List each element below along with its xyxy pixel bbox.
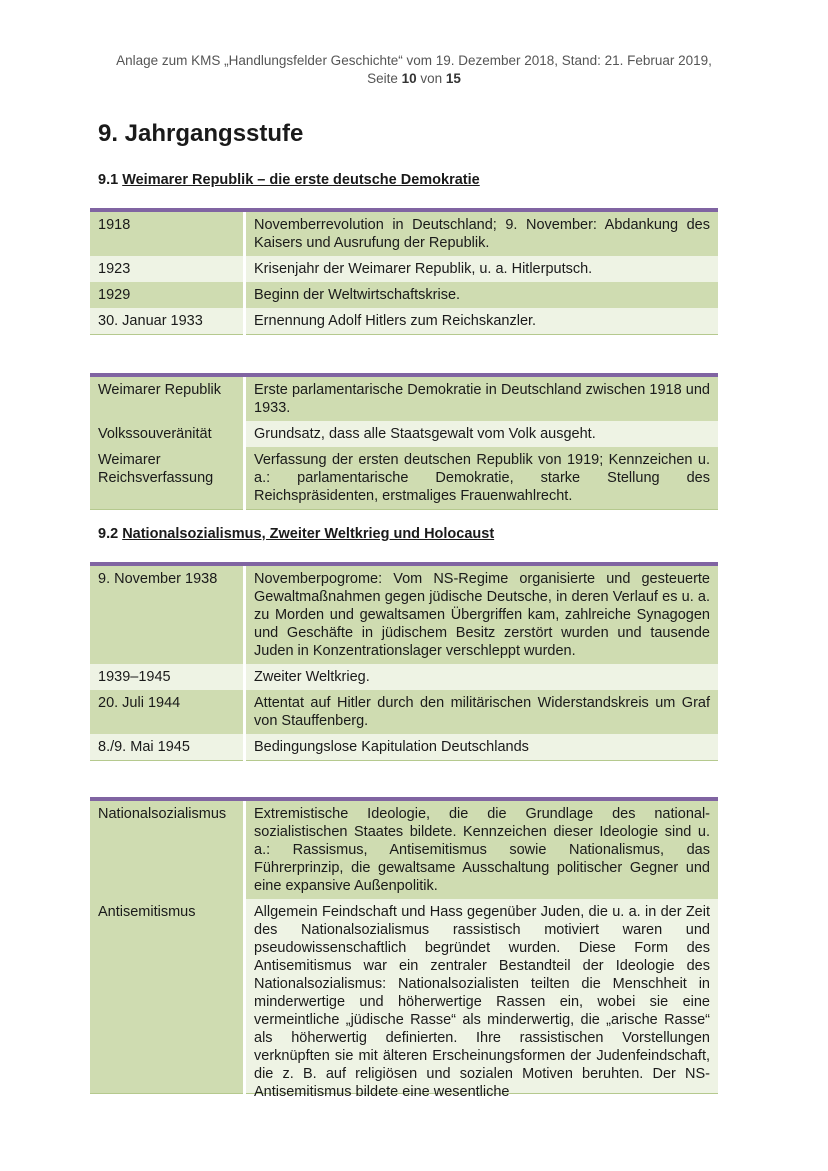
table-row xyxy=(90,690,718,734)
event-cell: Novemberrevolution in Deutschland; 9. November: Abdankung des Kaisers und Ausrufung der Republik. xyxy=(245,210,719,256)
table-row xyxy=(90,308,718,335)
table-row xyxy=(90,375,718,421)
table-row xyxy=(90,282,718,308)
event-cell: Bedingungslose Kapitulation Deutschlands xyxy=(245,734,719,761)
table-row xyxy=(90,899,718,1094)
glossary-table-weimar xyxy=(90,373,718,510)
date-cell: 20. Juli 1944 xyxy=(90,690,245,734)
term-cell: Volkssouveränität xyxy=(90,421,245,447)
event-cell: Beginn der Weltwirtschaftskrise. xyxy=(245,282,719,308)
event-cell: Zweiter Weltkrieg. xyxy=(245,664,719,690)
date-cell: 1918 xyxy=(90,210,245,256)
term-cell: Nationalsozialismus xyxy=(90,799,245,899)
page-title: 9. Jahrgangsstufe xyxy=(98,120,304,147)
definition-cell: Extremistische Ideologie, die die Grundlage des national-sozialistischen Staates bildete. Kennzeichen dieser Ideologie sind u. a.: Rassismus, Antisemitismus sowie Nationalismus, das Führerprinzip, die gewaltsame Ausschaltung politischer Gegner und eine expansive Außenpolitik. xyxy=(245,799,719,899)
page-header xyxy=(0,52,828,88)
timeline-table-ns xyxy=(90,562,718,761)
definition-cell xyxy=(245,899,719,1100)
date-cell: 9. November 1938 xyxy=(90,564,245,664)
section-heading-9-2 xyxy=(98,526,494,542)
timeline-table-weimar xyxy=(90,208,718,335)
term-cell: Antisemitismus xyxy=(90,899,245,1094)
table-row xyxy=(90,256,718,282)
header-line: Anlage zum KMS „Handlungsfelder Geschichte“ vom 19. Dezember 2018, Stand: 21. Februar 2019, xyxy=(116,53,712,68)
page-prefix: Seite xyxy=(367,71,402,86)
term-cell: Weimarer Reichsverfassung xyxy=(90,447,245,510)
event-cell: Krisenjahr der Weimarer Republik, u. a. Hitlerputsch. xyxy=(245,256,719,282)
table-row xyxy=(90,210,718,256)
section-title: Weimarer Republik – die erste deutsche Demokratie xyxy=(122,172,480,188)
total-pages: 15 xyxy=(445,71,461,86)
date-cell: 1929 xyxy=(90,282,245,308)
table-row xyxy=(90,421,718,447)
table-row xyxy=(90,799,718,899)
date-cell: 1939–1945 xyxy=(90,664,245,690)
current-page: 10 xyxy=(401,71,417,86)
event-cell: Attentat auf Hitler durch den militärischen Widerstandskreis um Graf von Stauffenberg. xyxy=(245,690,719,734)
definition-text: Allgemein Feindschaft und Hass gegenüber Juden, die u. a. in der Zeit des Nationalsozialismus rassistisch motiviert waren und pseudowissenschaftlich begründet wurden. Diese Form des Antisemitismus war ein zentraler Bestandteil der Ideologie des Nationalsozialismus: Nationalsozialisten teilten die Menschheit in minderwertige und höherwertige Rassen ein, wobei sie eine vermeintliche „jüdische Rasse“ als minderwertig, die „arische Rasse“ als höherwertig definierten. Ihre rassistischen Vorstellungen verknüpften sie mit älteren Erscheinungsformen der Judenfeindschaft, die z. B. auf religiösen und sozialen Motiven beruhten. Der NS-Antisemitismus bildete eine wesentliche xyxy=(254,904,710,1100)
table-row xyxy=(90,447,718,510)
section-number: 9.1 xyxy=(98,172,123,188)
section-number: 9.2 xyxy=(98,526,123,542)
date-cell: 1923 xyxy=(90,256,245,282)
event-cell: Ernennung Adolf Hitlers zum Reichskanzler. xyxy=(245,308,719,335)
definition-cell: Grundsatz, dass alle Staatsgewalt vom Volk ausgeht. xyxy=(245,421,719,447)
table-row xyxy=(90,564,718,664)
definition-cell: Verfassung der ersten deutschen Republik von 1919; Kennzeichen u. a.: parlamentarische Demokratie, starke Stellung des Reichspräsidenten, erstmaliges Frauenwahlrecht. xyxy=(245,447,719,510)
table-row xyxy=(90,734,718,761)
date-cell: 8./9. Mai 1945 xyxy=(90,734,245,761)
page-mid: von xyxy=(416,71,446,86)
table-row xyxy=(90,664,718,690)
glossary-table-ns xyxy=(90,797,718,1100)
date-cell: 30. Januar 1933 xyxy=(90,308,245,335)
definition-cell: Erste parlamentarische Demokratie in Deutschland zwischen 1918 und 1933. xyxy=(245,375,719,421)
section-title: Nationalsozialismus, Zweiter Weltkrieg und Holocaust xyxy=(122,526,495,542)
section-heading-9-1 xyxy=(98,172,480,188)
event-cell: Novemberpogrome: Vom NS-Regime organisierte und gesteuerte Gewaltmaßnahmen gegen jüdische Deutsche, in deren Verlauf es u. a. zu Morden und gewaltsamen Übergriffen kam, zahlreiche Synagogen und Geschäfte in jüdischem Besitz zerstört wurden und tausende Juden in Konzentrationslager verschleppt wurden. xyxy=(245,564,719,664)
term-cell: Weimarer Republik xyxy=(90,375,245,421)
page-number xyxy=(0,70,828,88)
